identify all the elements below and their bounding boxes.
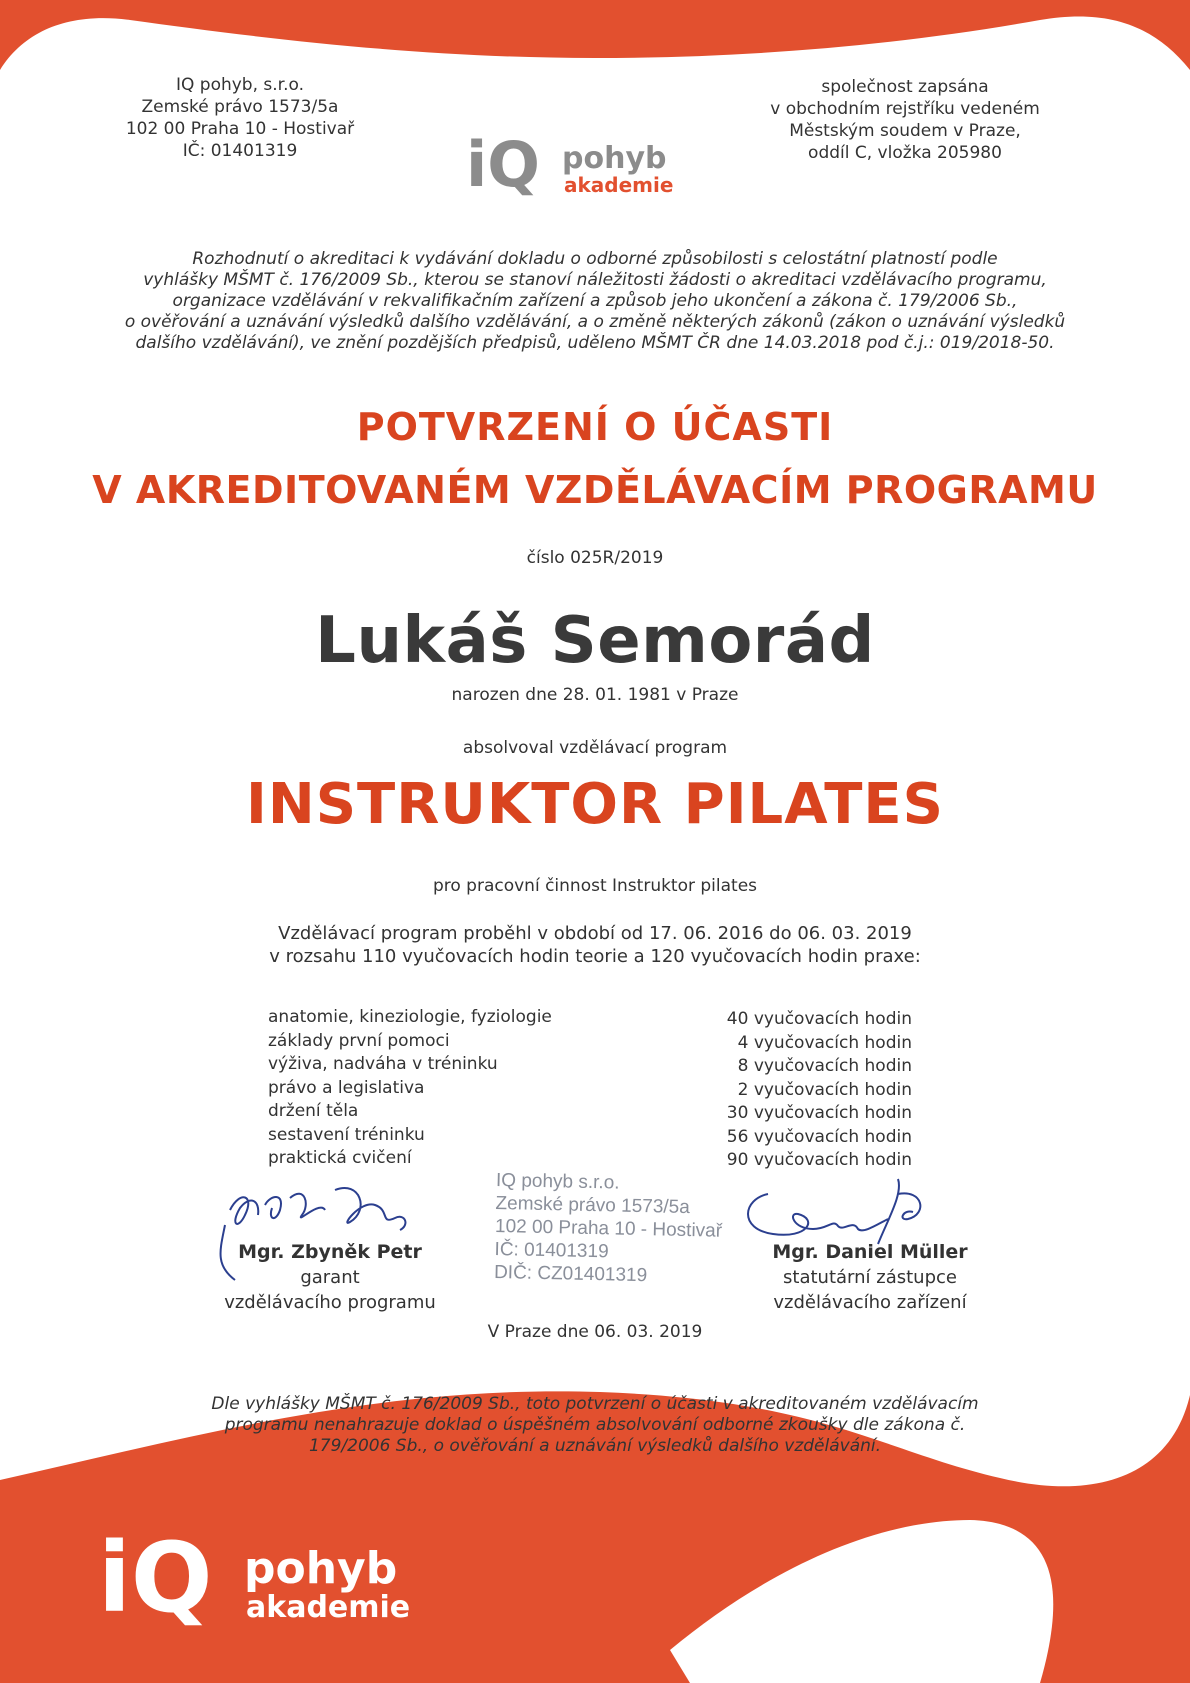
signatory-right — [740, 1240, 1000, 1315]
stamp-line: 102 00 Praha 10 - Hostivař — [494, 1215, 723, 1242]
logo-pohyb-text: pohyb — [244, 1543, 398, 1594]
signatory-left-role: garant — [300, 1267, 360, 1288]
certificate-title-line2: V AKREDITOVANÉM VZDĚLÁVACÍM PROGRAMU — [92, 468, 1098, 512]
registration-line: oddíl C, vložka 205980 — [808, 143, 1002, 163]
signatory-right-role: statutární zástupce — [783, 1267, 957, 1288]
period-line: v rozsahu 110 vyučovacích hodin teorie a 120 vyučovacích hodin praxe: — [269, 946, 921, 967]
logo-iq-text: iQ — [466, 130, 540, 201]
iq-pohyb-logo-bottom — [98, 1525, 428, 1635]
registration-line: v obchodním rejstříku vedeném — [770, 99, 1040, 119]
disclaimer-line: programu nenahrazuje doklad o úspěšném absolvování odborné zkoušky dle zákona č. — [224, 1415, 966, 1435]
logo-iq-text: iQ — [98, 1525, 213, 1634]
accreditation-line: Rozhodnutí o akreditaci k vydávání dokladu o odborné způsobilosti s celostátní platností podle — [192, 249, 998, 269]
registration-line: společnost zapsána — [821, 77, 989, 97]
program-period — [0, 922, 1190, 968]
subject-hours: 56 vyučovacích hodin — [726, 1126, 912, 1147]
subject-hours: 2 vyučovacích hodin — [737, 1079, 912, 1100]
company-name: IQ pohyb, s.r.o. — [175, 75, 305, 95]
logo-akademie-text: akademie — [564, 173, 674, 197]
company-street: Zemské právo 1573/5a — [141, 97, 339, 117]
subject-hours: 4 vyučovacích hodin — [737, 1032, 912, 1053]
signatory-left-role: vzdělávacího programu — [224, 1292, 436, 1313]
company-registration — [770, 76, 1040, 164]
accreditation-text — [90, 249, 1100, 354]
certificate-number: číslo 025R/2019 — [526, 548, 664, 568]
accreditation-line: dalšího vzdělávání), ve znění pozdějších předpisů, uděleno MŠMT ČR dne 14.03.2018 pod č.j.: 019/2018-50. — [135, 333, 1055, 353]
subject-list — [268, 1006, 588, 1171]
subject-hours: 90 vyučovacích hodin — [726, 1150, 912, 1170]
accreditation-line: organizace vzdělávání v rekvalifikačním zařízení a způsob jeho ukončení a zákona č. 179/2006 Sb., — [172, 291, 1018, 311]
stamp-line: DIČ: CZ01401319 — [493, 1261, 648, 1287]
company-id: IČ: 01401319 — [182, 141, 298, 161]
signatory-right-role: vzdělávacího zařízení — [773, 1292, 967, 1313]
subject-hours: 30 vyučovacích hodin — [726, 1103, 912, 1123]
subject-name: držení těla — [268, 1101, 359, 1121]
subject-name: praktická cvičení — [268, 1148, 412, 1168]
accreditation-line: o ověřování a uznávání výsledků dalšího vzdělávání, a o změně některých zákonů (zákon o uznávání výsledků — [124, 312, 1066, 332]
subject-hours: 8 vyučovacích hodin — [737, 1056, 912, 1076]
signatory-right-name: Mgr. Daniel Müller — [772, 1241, 968, 1263]
period-line: Vzdělávací program proběhl v období od 17. 06. 2016 do 06. 03. 2019 — [278, 923, 912, 944]
registration-line: Městským soudem v Praze, — [789, 121, 1021, 141]
subject-name: anatomie, kineziologie, fyziologie — [268, 1007, 552, 1027]
signatory-left-name: Mgr. Zbyněk Petr — [238, 1241, 422, 1263]
subject-name: právo a legislativa — [268, 1077, 425, 1098]
stamp-line: IQ pohyb s.r.o. — [495, 1169, 620, 1194]
disclaimer-line: 179/2006 Sb., o ověřování a uznávání výsledků dalšího vzdělávání. — [308, 1436, 882, 1456]
subject-name: základy první pomoci — [268, 1030, 450, 1051]
participant-name: Lukáš Semorád — [315, 604, 875, 678]
company-city: 102 00 Praha 10 - Hostivař — [125, 119, 355, 139]
accreditation-line: vyhlášky MŠMT č. 176/2009 Sb., kterou se stanoví náležitosti žádosti o akreditaci vzdělávacího programu, — [143, 270, 1047, 290]
company-address — [120, 74, 360, 162]
stamp-line: Zemské právo 1573/5a — [495, 1192, 691, 1219]
participant-birth: narozen dne 28. 01. 1981 v Praze — [451, 685, 739, 705]
subject-hours: 40 vyučovacích hodin — [726, 1009, 912, 1029]
place-and-date: V Praze dne 06. 03. 2019 — [487, 1322, 703, 1342]
stamp-line: IČ: 01401319 — [494, 1238, 609, 1263]
program-name: INSTRUKTOR PILATES — [246, 772, 944, 837]
logo-akademie-text: akademie — [246, 1590, 411, 1625]
disclaimer-line: Dle vyhlášky MŠMT č. 176/2009 Sb., toto potvrzení o účasti v akreditovaném vzdělávacím — [211, 1394, 979, 1414]
certificate-title-line1: POTVRZENÍ O ÚČASTI — [356, 405, 834, 449]
subject-name: sestavení tréninku — [268, 1124, 425, 1145]
iq-pohyb-logo — [466, 130, 696, 204]
completed-label: absolvoval vzdělávací program — [462, 738, 728, 758]
work-activity: pro pracovní činnost Instruktor pilates — [432, 876, 758, 896]
logo-pohyb-text: pohyb — [562, 141, 667, 176]
disclaimer-text — [150, 1394, 1040, 1457]
signatory-left — [200, 1240, 460, 1315]
subject-name: výživa, nadváha v tréninku — [268, 1054, 498, 1074]
subject-hours-list — [660, 1008, 912, 1173]
